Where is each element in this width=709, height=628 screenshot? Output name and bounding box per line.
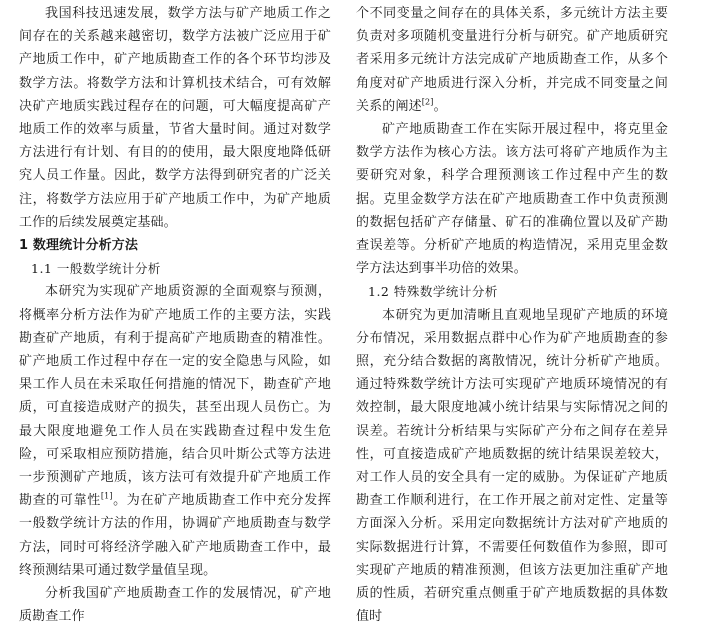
general-statistics-text: 本研究为实现矿产地质资源的全面观察与预测，将概率分析方法作为矿产地质工作的主要方法，实践勘查矿产地质，有利于提高矿产地质勘查的精准性。矿产地质工作过程中存在一定的安全隐患与风险，如果工作人员在未采取任何措施的情况下，勘查矿产地质，可直接造成财产的损失，甚至出现人员伤亡。为最大限度地避免工作人员在实践勘查过程中发生危险，可采取相应预防措施，结合贝叶斯公式等方法进一步预测矿产地质，该方法可有效提升矿产地质工作勘查的可靠性	[19, 284, 331, 509]
special-statistics-paragraph: 本研究为更加清晰且直观地呈现矿产地质的环境分布情况，采用数据点群中心作为矿产地质勘查的参照，充分结合数据的离散情况，统计分析矿产地质。通过特殊数学统计方法可实现矿产地质环境情况的有效控制，最大限度地减小统计结果与实际情况之间的误差。若统计分析结果与实际矿产分布之间存在差异性，可直接造成矿产地质数据的统计结果误差较大，对工作人员的安全具有一定的威胁。为保证矿产地质勘查工作顺利进行，在工作开展之前对定性、定量等方面深入分析。采用定向数据统计方法对矿产地质的实际数据进行计算，不需要任何数值作为参照，即可实现矿产地质的精准预测，但该方法更加注重矿产地质的性质，若研究重点侧重于矿产地质数据的具体数值时	[356, 307, 668, 625]
development-paragraph: 分析我国矿产地质勘查工作的发展情况，矿产地质勘查工作	[19, 586, 331, 625]
kriging-paragraph: 矿产地质勘查工作在实际开展过程中，将克里金数学方法作为核心方法。该方法可将矿产地质作为主要研究对象，科学合理预测该工作过程中产生的数据。克里金数学方法在矿产地质勘查工作中负责预测的数据包括矿产存储量、矿石的准确位置以及矿产勘查误差等。分析矿产地质的构造情况，采用克里金数学方法达到事半功倍的效果。	[356, 122, 668, 277]
section-1-heading: 1 数理统计分析方法	[19, 238, 139, 254]
intro-paragraph: 我国科技迅速发展，数学方法与矿产地质工作之间存在的关系越来越密切，数学方法被广泛应用于矿产地质工作中，矿产地质勘查工作的各个环节均涉及数学方法。将数学方法和计算机技术结合，可有效解决矿产地质实践过程存在的问题，可大幅度提高矿产地质工作的效率与质量，节省大量时间。通过对数学方法进行有计划、有目的的使用，最大限度地降低研究人员工作量。因此，数学方法得到研究者的广泛关注，将数学方法应用于矿产地质工作中，为矿产地质工作的后续发展奠定基础。	[19, 6, 331, 230]
general-statistics-paragraph	[19, 280, 331, 582]
citation-1: [1]	[100, 491, 113, 501]
citation-2: [2]	[421, 97, 434, 107]
multivariate-paragraph	[356, 2, 668, 118]
multivariate-text: 个不同变量之间存在的具体关系，多元统计方法主要负责对多项随机变量进行分析与研究。矿产地质研究者采用多元统计方法完成矿产地质勘查工作，从多个角度对矿产地质进行深入分析，并完成不同变量之间关系的阐述	[356, 6, 668, 114]
multivariate-tail: 。	[433, 98, 447, 114]
section-1-2-heading: 1.2 特殊数学统计分析	[368, 284, 498, 300]
right-column	[356, 2, 668, 628]
left-column	[19, 2, 331, 628]
section-1-1-heading: 1.1 一般数学统计分析	[31, 261, 161, 277]
general-statistics-tail: 。为在矿产地质勘查工作中充分发挥一般数学统计方法的作用，协调矿产地质勘查与数学方法，同时可将经济学融入矿产地质勘查工作中，最终预测结果可通过数学量值呈现。	[19, 493, 331, 578]
